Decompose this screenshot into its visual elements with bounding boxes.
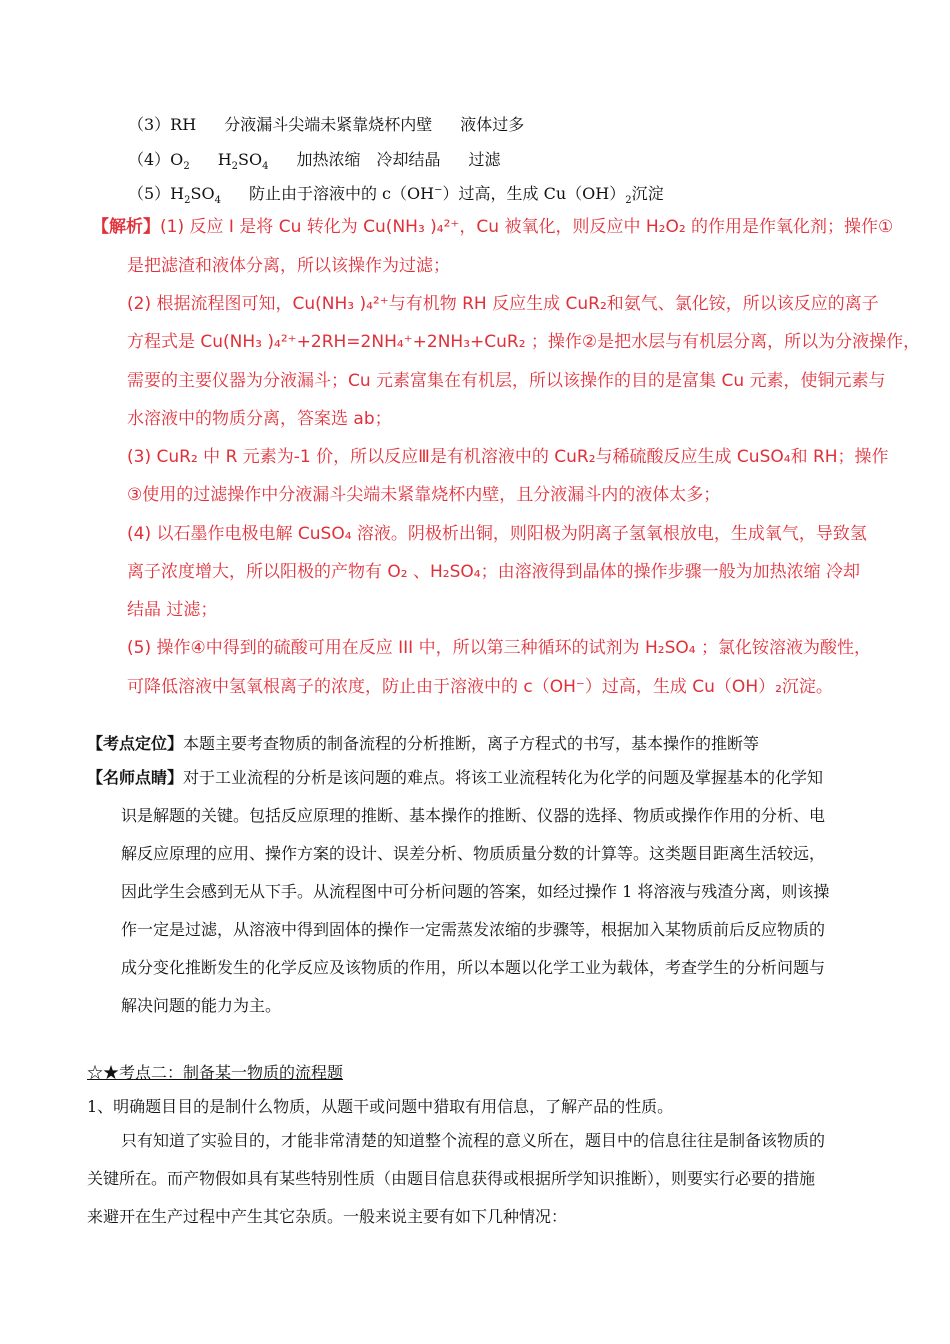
answer-5-text2: ）过高，生成 Cu（OH） — [442, 184, 626, 203]
analysis-line-10: 离子浓度增大，所以阳极的产物有 O₂ 、H₂SO₄；由溶液得到晶体的操作步骤一般为加热浓缩 冷却 — [127, 562, 860, 582]
analysis-line-5: 需要的主要仪器为分液漏斗；Cu 元素富集在有机层，所以该操作的目的是富集 Cu 元素，使铜元素与 — [127, 371, 886, 391]
analysis-line-1 — [92, 216, 893, 238]
answer-3 — [128, 114, 524, 136]
mingshi-line-5: 作一定是过滤，从溶液中得到固体的操作一定需蒸发浓缩的步骤等，根据加入某物质前后反应物质的 — [121, 920, 826, 939]
analysis-line-13: 可降低溶液中氢氧根离子的浓度，防止由于溶液中的 c（OH⁻）过高，生成 Cu（OH）₂沉淀。 — [127, 677, 833, 697]
answer-4-formula-h: H — [217, 150, 232, 169]
analysis-line-9: (4) 以石墨作电极电解 CuSO₄ 溶液。阴极析出铜，则阳极为阴离子氢氧根放电，生成氧气，导致氢 — [127, 524, 867, 544]
answer-3-part1: 分液漏斗尖端未紧靠烧杯内壁 — [224, 115, 433, 134]
answer-4-sub: 2 — [183, 161, 190, 173]
analysis-tag: 【解析】 — [92, 217, 160, 237]
mingshi-tag: 【名师点睛】 — [87, 768, 184, 787]
analysis-line-6: 水溶液中的物质分离，答案选 ab； — [127, 409, 392, 429]
section-para-line-2: 关键所在。而产物假如具有某些特别性质（由题目信息获得或根据所学知识推断），则要实行必要的措施 — [87, 1169, 816, 1188]
analysis-line-2: 是把滤渣和液体分离，所以该操作为过滤； — [127, 256, 450, 276]
mingshi-line-3: 解反应原理的应用、操作方案的设计、误差分析、物质质量分数的计算等。这类题目距离生活较远， — [121, 844, 826, 863]
answer-4-step3: 过滤 — [468, 150, 501, 169]
kaodian-dingwei — [87, 733, 759, 755]
answer-4-formula-sub1: 2 — [231, 161, 239, 173]
analysis-line-7: (3) CuR₂ 中 R 元素为-1 价，所以反应Ⅲ是有机溶液中的 CuR₂与稀硫酸反应生成 CuSO₄和 RH；操作 — [127, 447, 889, 467]
answer-4 — [128, 149, 501, 171]
section-heading: ☆★考点二：制备某一物质的流程题 — [87, 1063, 344, 1082]
analysis-line-8: ③使用的过滤操作中分液漏斗尖端未紧靠烧杯内壁，且分液漏斗内的液体太多； — [127, 485, 721, 505]
answer-5-sup: − — [434, 184, 443, 196]
answer-4-number: （4）O — [128, 150, 184, 169]
answer-5-sub3: 2 — [625, 195, 632, 207]
mingshi-line-7: 解决问题的能力为主。 — [121, 996, 282, 1015]
answer-5-sub1: 2 — [184, 195, 191, 207]
kaodian-tag: 【考点定位】 — [87, 734, 184, 753]
answer-5-so: SO — [190, 184, 215, 203]
analysis-line-11: 结晶 过滤； — [127, 600, 218, 620]
section-point-1: 1、明确题目目的是制什么物质，从题干或问题中猎取有用信息，了解产品的性质。 — [87, 1097, 674, 1116]
section-para-line-1: 只有知道了实验目的，才能非常清楚的知道整个流程的意义所在，题目中的信息往往是制备该物质的 — [121, 1131, 826, 1150]
answer-5 — [128, 183, 664, 205]
answer-4-formula-sub2: 4 — [262, 161, 269, 173]
mingshi-text-1: 对于工业流程的分析是该问题的难点。将该工业流程转化为化学的问题及掌握基本的化学知 — [183, 768, 824, 787]
analysis-line-4: 方程式是 Cu(NH₃ )₄²⁺+2RH=2NH₄⁺+2NH₃+CuR₂ ；操作②是把水层与有机层分离，所以为分液操作， — [127, 332, 921, 352]
analysis-text-1: (1) 反应 I 是将 Cu 转化为 Cu(NH₃ )₄²⁺，Cu 被氧化，则反应中 H₂O₂ 的作用是作氧化剂；操作① — [160, 217, 894, 237]
mingshi-line-2: 识是解题的关键。包括反应原理的推断、基本操作的推断、仪器的选择、物质或操作作用的分析、电 — [121, 806, 826, 825]
answer-5-text3: 沉淀 — [631, 184, 664, 203]
answer-5-number: （5）H — [128, 184, 185, 203]
analysis-line-3: (2) 根据流程图可知，Cu(NH₃ )₄²⁺与有机物 RH 反应生成 CuR₂和氨气、氯化铵，所以该反应的离子 — [127, 294, 879, 314]
answer-4-step1: 加热浓缩 — [296, 150, 361, 169]
answer-5-sub2: 4 — [214, 195, 221, 207]
mingshi-line-4: 因此学生会感到无从下手。从流程图中可分析问题的答案，如经过操作 1 将溶液与残渣分离，则该操 — [121, 882, 830, 901]
answer-4-formula-so: SO — [238, 150, 263, 169]
answer-5-text1: 防止由于溶液中的 c（OH — [248, 184, 435, 203]
mingshi-line-1 — [87, 767, 823, 789]
section-para-line-3: 来避开在生产过程中产生其它杂质。一般来说主要有如下几种情况： — [87, 1207, 568, 1226]
analysis-line-12: (5) 操作④中得到的硫酸可用在反应 III 中，所以第三种循环的试剂为 H₂SO₄ ；氯化铵溶液为酸性， — [127, 638, 871, 658]
answer-4-step2: 冷却结晶 — [376, 150, 441, 169]
answer-3-part2: 液体过多 — [460, 115, 525, 134]
mingshi-line-6: 成分变化推断发生的化学反应及该物质的作用，所以本题以化学工业为载体，考查学生的分析问题与 — [121, 958, 826, 977]
answer-3-number: （3）RH — [128, 115, 197, 134]
kaodian-text: 本题主要考查物质的制备流程的分析推断，离子方程式的书写，基本操作的推断等 — [183, 734, 760, 753]
